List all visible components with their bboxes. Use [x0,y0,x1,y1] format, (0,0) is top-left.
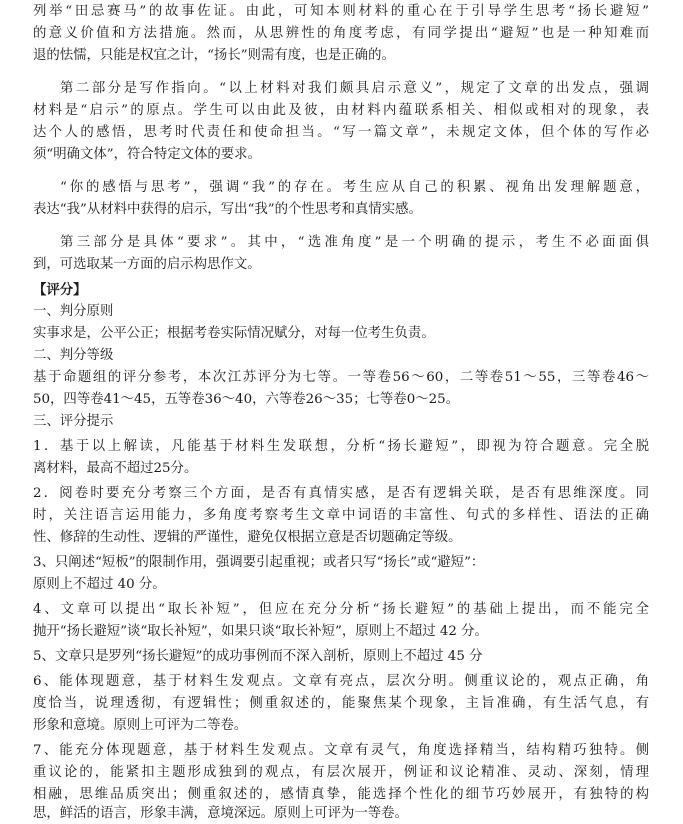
paragraph-line: 度恰当，说理透彻，有逻辑性；侧重叙述的，能聚焦某个现象，主旨准确，有生活气息，有 [33,696,649,711]
paragraph-line: 离材料，最高不超过25分。 [33,461,198,476]
paragraph-line: 到，可选取某一方面的启示构思作文。 [33,257,261,272]
subheading: 二、判分等级 [33,348,114,363]
section-heading: 【评分】 [33,282,87,298]
paragraph-line: 思，鲜活的语言，形象丰满，意境深远。原则上可评为一等卷。 [33,806,408,821]
paragraph-line: 1．基于以上解读，凡能基于材料生发联想，分析“扬长避短”，即视为符合题意。完全脱 [33,439,649,454]
paragraph-line: 50，四等卷41～45，五等卷36～40，六等卷26～35；七等卷0～25。 [33,392,460,407]
paragraph-line: 重议论的，能紧扣主题形成独到的观点，有层次展开，例证和议论精准、灵动、深刻，情理 [33,765,649,780]
paragraph-line: “你的感悟与思考”，强调“我”的存在。考生应从自己的积累、视角出发理解题意， [60,180,649,195]
paragraph-line: 抛开“扬长避短”谈“取长补短”，如果只谈“取长补短”，原则上不超过 42 分。 [33,624,488,639]
paragraph-line: 形象和意境。原则上可评为二等卷。 [33,718,248,733]
paragraph-line: 相融，思维品质突出；侧重叙述的，感情真挚，能选择个性化的细节巧妙展开，有独特的构 [33,787,649,802]
paragraph-line: 的意义价值和方法措施。然而，从思辨性的角度考虑，有同学提出“避短”也是一种知难而 [33,26,649,41]
paragraph-line: 原则上不超过 40 分。 [33,577,166,592]
paragraph-line: 达个人的感悟，思考时代责任和使命担当。“写一篇文章”，未规定文体，但个体的写作必 [33,125,649,140]
paragraph-line: 5、文章只是罗列“扬长避短”的成功事例而不深入剖析，原则上不超过 45 分 [33,649,483,664]
paragraph-line: 基于命题组的评分参考，本次江苏评分为七等。一等卷56～60，二等卷51～55，三等卷46～ [33,370,649,385]
subheading: 三、评分提示 [33,414,114,429]
paragraph-line: 列举“田忌赛马”的故事佐证。由此，可知本则材料的重心在于引导学生思考“扬长避短” [33,4,649,19]
paragraph-line: 材料是“启示”的原点。学生可以由此及彼，由材料内蕴联系相关、相似或相对的现象，表 [33,103,649,118]
paragraph-line: 性、修辞的生动性、逻辑的严谨性，避免仅根据立意是否切题确定等级。 [33,530,462,545]
paragraph-line: 3、只阐述“短板”的限制作用，强调要引起重视；或者只写“扬长”或“避短”： [33,555,485,570]
paragraph-line: 7、能充分体现题意，基于材料生发观点。文章有灵气，角度选择精当，结构精巧独特。侧 [33,743,649,758]
paragraph-line: 6、能体现题意，基于材料生发观点。文章有亮点，层次分明。侧重议论的，观点正确，角 [33,674,649,689]
paragraph-line: 2．阅卷时要充分考察三个方面，是否有真情实感，是否有逻辑关联，是否有思维深度。同 [33,486,649,501]
paragraph-line: 时，关注语言运用能力，多角度考察考生文章中词语的丰富性、句式的多样性、语法的正确 [33,508,649,523]
paragraph-line: 须“明确文体”，符合特定文体的要求。 [33,147,261,162]
paragraph-line: 4、文章可以提出“取长补短”，但应在充分分析“扬长避短”的基础上提出，而不能完全 [33,602,649,617]
paragraph-line: 退的怯懦，只能是权宜之计，“扬长”则需有度，也是正确的。 [33,48,395,63]
paragraph-line: 表达“我”从材料中获得的启示，写出“我”的个性思考和真情实感。 [33,202,422,217]
paragraph-line: 实事求是，公平公正；根据考卷实际情况赋分，对每一位考生负责。 [33,326,435,341]
paragraph-line: 第二部分是写作指向。“以上材料对我们颇具启示意义”，规定了文章的出发点，强调 [60,81,649,96]
subheading: 一、判分原则 [33,304,114,319]
paragraph-line: 第三部分是具体“要求”。其中，“选准角度”是一个明确的提示，考生不必面面俱 [60,235,649,250]
